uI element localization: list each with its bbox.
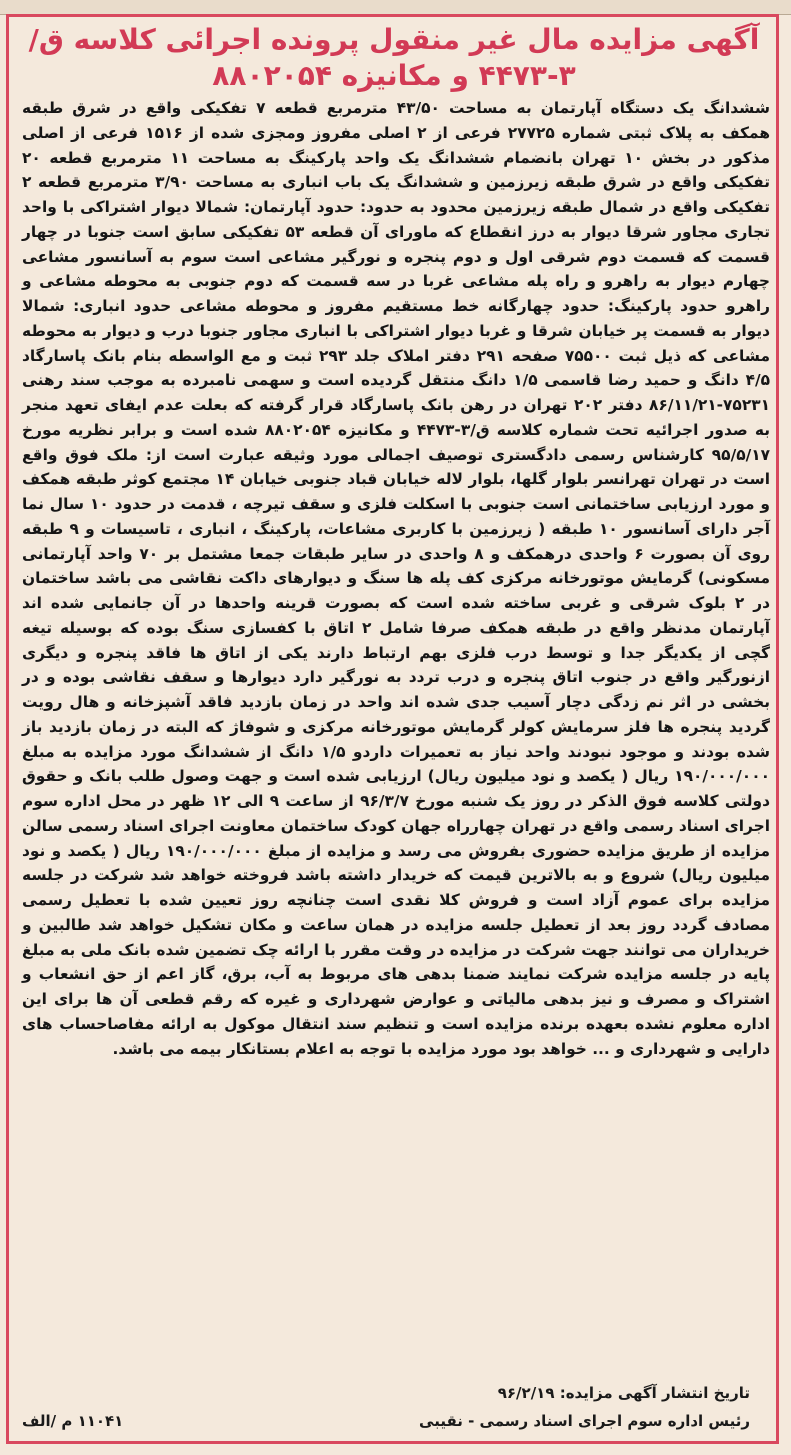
publish-date: تاریخ انتشار آگهی مزایده: ۹۶/۲/۱۹ — [497, 1384, 750, 1402]
notice-footer — [22, 1384, 770, 1440]
notice-body: ششدانگ یک دستگاه آپارتمان به مساحت ۴۳/۵۰ مترمربع قطعه ۷ تفکیکی واقع در شرق طبقه همکف به پلاک ثبتی شماره ۲۷۷۲۵ فرعی از ۲ اصلی مفروز ومجزی شده از ۱۵۱۶ فرعی از اصلی مذکور در بخش ۱۰ تهران بانضمام ششدانگ یک واحد پارکینگ به مساحت ۱۱ مترمربع قطعه ۲۰ تفکیکی واقع در شرق طبقه زیرزمین و ششدانگ یک باب انباری به مساحت ۳/۹۰ مترمربع قطعه ۲ تفکیکی واقع در شمال طبقه زیرزمین محدود به حدود: حدود آپارتمان: شمالا دیوار اشتراکی با واحد تجاری مجاور شرقا دیوار به درز انقطاع که ماورای آن قطعه ۵۳ تفکیکی سابق است جنوبا در چهار قسمت که قسمت دوم شرقی اول و دوم پنجره و نورگیر مشاعی است سوم به آسانسور مشاعی چهارم دیوار به راهرو و راه پله مشاعی غربا در سه قسمت که دوم جنوبی به محوطه مشاعی و راهرو حدود پارکینگ: حدود چهارگانه خط مستقیم مفروز و محوطه مشاعی حدود انباری: شمالا دیوار به قسمت پر خیابان شرقا و غربا دیوار اشتراکی با انباری مجاور جنوبا درب و دیوار به محوطه مشاعی که ذیل ثبت ۷۵۵۰۰ صفحه ۲۹۱ دفتر املاک جلد ۲۹۳ ثبت و مع الواسطه بنام بانک پاسارگاد ۴/۵ دانگ و حمید رضا قاسمی ۱/۵ دانگ منتقل گردیده است و سهمی نامبرده به موجب سند رهنی ۷۵۲۳۱-۸۶/۱۱/۲۱ دفتر ۲۰۲ تهران در رهن بانک پاسارگاد قرار گرفته که بعلت عدم ایفای تعهد منجر به صدور اجرائیه تحت شماره کلاسه ق/۳-۴۴۷۳ و مکانیزه ۸۸۰۲۰۵۴ شده است و برابر نظریه مورخ ۹۵/۵/۱۷ کارشناس رسمی دادگستری توصیف اجمالی مورد وثیقه عبارت است از: ملک فوق واقع است در تهران تهرانسر بلوار گلها، بلوار لاله خیابان قباد جنوبی خیابان ۱۴ مجتمع کوثر طبقه همکف و مورد ارزیابی ساختمانی است جنوبی با اسکلت فلزی و سقف تیرچه ، قدمت در حدود ۱۰ سال نما آجر دارای آسانسور ۱۰ طبقه ( زیرزمین با کاربری مشاعات، پارکینگ ، انباری ، تاسیسات و ۹ طبقه روی آن بصورت ۶ واحدی درهمکف و ۸ واحدی در سایر طبقات جمعا مشتمل بر ۷۰ واحد آپارتمانی مسکونی) گرمایش موتورخانه مرکزی کف پله ها سنگ و دیوارهای داکت نقاشی می باشد ساختمان در ۲ بلوک شرقی و غربی ساخته شده است که بصورت قرینه واحدها در آن جانمایی شده اند آپارتمان مدنظر واقع در طبقه همکف صرفا شامل ۲ اتاق با کفسازی سنگ بوده که بوسیله تیغه گچی از یکدیگر جدا و توسط درب فلزی بهم ارتباط دارند یکی از اتاق ها فاقد پنجره و دیگری ازنورگیر واقع در جنوب اتاق پنجره و درب تردد به نورگیر دارد دیوارها و سقف نقاشی بوده و در بخشی در اثر نم زدگی دچار آسیب جدی شده اند واحد در زمان بازدید فاقد آشپزخانه و هال رویت گردید پنجره ها فلز سرمایش کولر گرمایش موتورخانه مرکزی و شوفاژ که البته در زمان بازدید باز شده بودند و موجود نبودند واحد نیاز به تعمیرات داردو ۱/۵ دانگ از ششدانگ مورد مزایده به مبلغ ۱۹۰/۰۰۰/۰۰۰ ریال ( یکصد و نود میلیون ریال) ارزیابی شده است و جهت وصول طلب بانک و حقوق دولتی کلاسه فوق الذکر در روز یک شنبه مورخ ۹۶/۳/۷ از ساعت ۹ الی ۱۲ ظهر در محل اداره سوم اجرای اسناد رسمی واقع در تهران چهارراه جهان کودک ساختمان معاونت اجرای اسناد رسمی سالن مزایده از طریق مزایده حضوری بفروش می رسد و مزایده از مبلغ ۱۹۰/۰۰۰/۰۰۰ ریال ( یکصد و نود میلیون ریال) شروع و به بالاترین قیمت که خریدار داشته باشد فروخته خواهد شد شرکت در جلسه مزایده برای عموم آزاد است و فروش کلا نقدی است چنانچه روز تعیین شده با تعطیل رسمی مصادف گردد روز بعد از تعطیل جلسه مزایده در همان ساعت و مکان تشکیل خواهد شد طالبین و خریداران می توانند جهت شرکت در مزایده در وقت مقرر با ارائه چک تضمین شده بانک ملی به مبلغ پایه در جلسه مزایده شرکت نمایند ضمنا بدهی های مربوط به آب، برق، گاز اعم از حق انشعاب و اشتراک و مصرف و نیز بدهی مالیاتی و عوارض شهرداری و غیره که رقم قطعی آن ها برای این اداره معلوم نشده بعهده برنده مزایده است و تنظیم سند انتقال موکول به ارائه مفاصاحساب های دارایی و شهرداری و ... خواهد بود مورد مزایده با توجه به اعلام بستانکار بیمه می باشد. — [22, 99, 771, 1058]
clipping-top-edge — [0, 0, 791, 15]
notice-code: ۱۱۰۴۱ م /الف — [22, 1412, 124, 1430]
signature-line: رئیس اداره سوم اجرای اسناد رسمی - نقیبی — [419, 1412, 750, 1430]
notice-title: آگهی مزایده مال غیر منقول پرونده اجرائی کلاسه ق/۳-۴۴۷۳ و مکانیزه ۸۸۰۲۰۵۴ — [28, 23, 760, 92]
